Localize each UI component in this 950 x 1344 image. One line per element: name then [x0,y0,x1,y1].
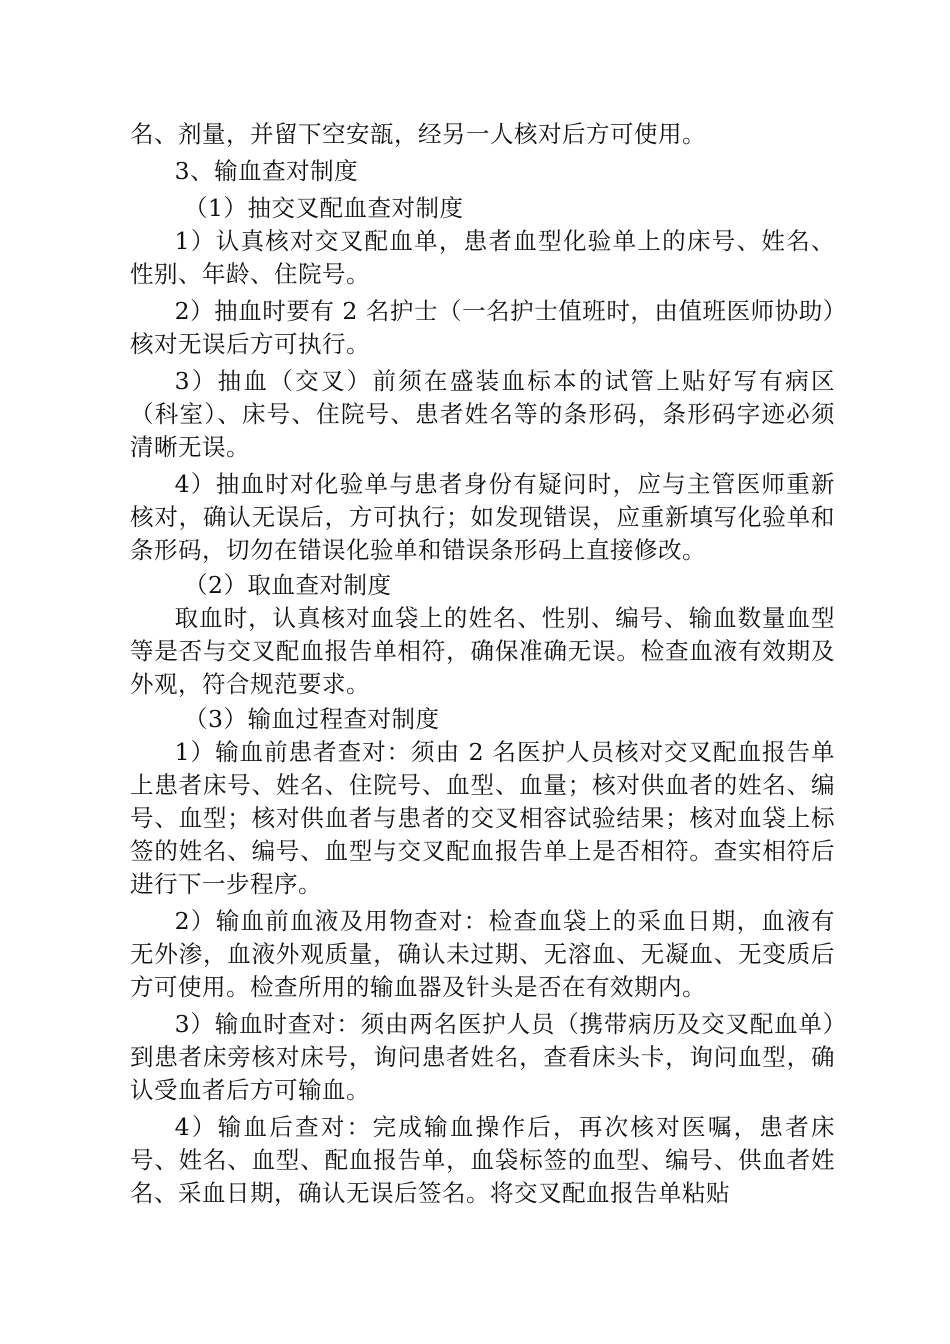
paragraph-transfusion-4: 4）输血后查对：完成输血操作后，再次核对医嘱，患者床号、姓名、血型、配血报告单，血袋标签的血型、编号、供血者姓名、采血日期，确认无误后签名。将交叉配血报告单粘贴 [130,1113,835,1207]
paragraph-continuation: 名、剂量，并留下空安瓿，经另一人核对后方可使用。 [130,120,706,148]
paragraph-item-2: 2）抽血时要有 2 名护士（一名护士值班时，由值班医师协助）核对无误后方可执行。 [130,297,835,358]
paragraph-item-4: 4）抽血时对化验单与患者身份有疑问时，应与主管医师重新核对，确认无误后，方可执行；如发现错误，应重新填写化验单和条形码，切勿在错误化验单和错误条形码上直接修改。 [130,470,835,564]
paragraph-item-3: 3）抽血（交叉）前须在盛装血标本的试管上贴好写有病区（科室）、床号、住院号、患者姓名等的条形码，条形码字迹必须清晰无误。 [130,367,835,461]
document-body [130,118,835,1210]
paragraph-blood-collection: 取血时，认真核对血袋上的姓名、性别、编号、输血数量血型等是否与交叉配血报告单相符，确保准确无误。检查血液有效期及外观，符合规范要求。 [130,604,835,698]
paragraph-transfusion-3: 3）输血时查对：须由两名医护人员（携带病历及交叉配血单）到患者床旁核对床号，询问患者姓名，查看床头卡，询问血型，确认受血者后方可输血。 [130,1010,835,1104]
paragraph-transfusion-1: 1）输血前患者查对：须由 2 名医护人员核对交叉配血报告单上患者床号、姓名、住院号、血型、血量；核对供血者的姓名、编号、血型；核对供血者与患者的交叉相容试验结果；核对血袋上标签的姓名、编号、血型与交叉配血报告单上是否相符。查实相符后进行下一步程序。 [130,738,835,898]
subsection-heading-2: （2）取血查对制度 [184,571,392,599]
paragraph-item-1: 1）认真核对交叉配血单，患者血型化验单上的床号、姓名、性别、年龄、住院号。 [130,227,835,288]
paragraph-transfusion-2: 2）输血前血液及用物查对：检查血袋上的采血日期，血液有无外渗，血液外观质量，确认未过期、无溶血、无凝血、无变质后方可使用。检查所用的输血器及针头是否在有效期内。 [130,907,835,1001]
section-heading-3: 3、输血查对制度 [174,157,359,185]
subsection-heading-1: （1）抽交叉配血查对制度 [184,194,464,222]
subsection-heading-3: （3）输血过程查对制度 [184,705,440,733]
